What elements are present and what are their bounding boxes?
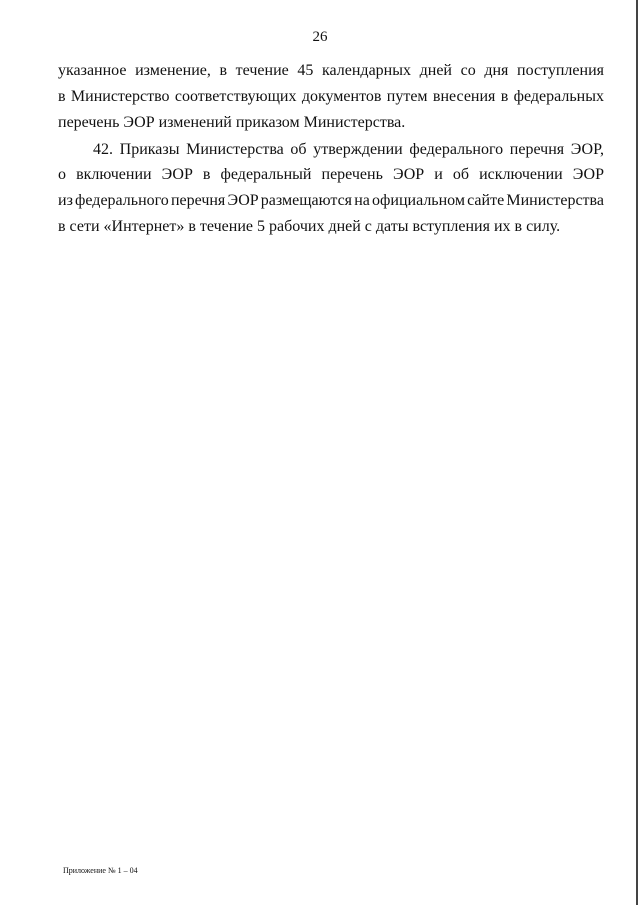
footer-annex-label: Приложение № 1 – 04 — [63, 866, 138, 875]
page-number: 26 — [312, 29, 328, 45]
text-line: 42. Приказы Министерства об утверждении федерального перечня ЭОР, — [93, 141, 604, 158]
text-line: указанное изменение, в течение 45 календарных дней со дня поступления — [58, 62, 604, 79]
scan-edge — [636, 0, 638, 905]
text-line: в сети «Интернет» в течение 5 рабочих дней с даты вступления их в силу. — [58, 218, 561, 235]
text-line: из федерального перечня ЭОР размещаются на официальном сайте Министерства — [58, 192, 604, 209]
text-line: в Министерство соответствующих документов путем внесения в федеральных — [58, 88, 604, 105]
text-line: перечень ЭОР изменений приказом Министерства. — [58, 114, 406, 131]
text-line: о включении ЭОР в федеральный перечень ЭОР и об исключении ЭОР — [58, 166, 604, 183]
